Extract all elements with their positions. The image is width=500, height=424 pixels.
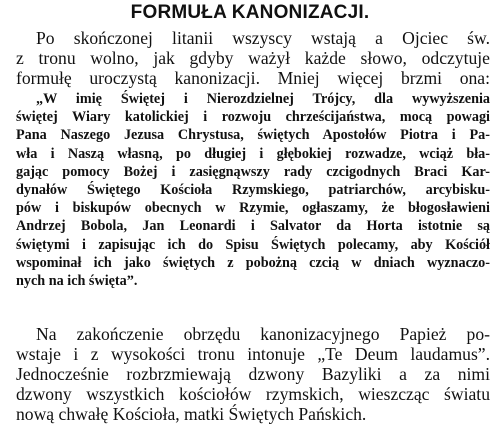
closing-paragraph (16, 324, 490, 424)
document-title: FORMUŁA KANONIZACJI. (130, 2, 370, 23)
quote-line: świętej Wiary katolickiej i rozwoju chrześcijaństwa, mocą powagi (16, 109, 490, 126)
canonization-formula-quote (16, 90, 490, 290)
intro-paragraph (16, 28, 490, 88)
text-line: z tronu wolno, jak gdyby ważył każde słowo, odczytuje (16, 48, 490, 68)
quote-line: świętymi i zapisując ich do Spisu Świętych polecamy, aby Kościół (16, 236, 490, 253)
quote-line: nych na ich święta”. (16, 273, 138, 290)
text-line: Po skończonej litanii wszyscy wstają a Ojciec św. (36, 28, 490, 48)
quote-line: pów i biskupów obecnych w Rzymie, ogłaszamy, że błogosławieni (16, 200, 490, 217)
text-line: dzwony wszystkich kościołów rzymskich, wieszcząc światu (16, 384, 490, 404)
text-line: Na zakończenie obrzędu kanonizacyjnego Papież po- (36, 324, 490, 344)
quote-line: gając pomocy Bożej i zasięgnąwszy rady czcigodnych Braci Kar- (16, 163, 490, 180)
quote-line: „W imię Świętej i Nierozdzielnej Trójcy, dla wywyższenia (36, 91, 490, 107)
quote-line: wspominał ich jako świętych z pobożną czcią w dniach wyznaczo- (16, 254, 490, 271)
text-line: Jednocześnie rozbrzmiewają dzwony Bazyliki a za nimi (16, 364, 490, 384)
text-line: formułę uroczystą kanonizacji. Mniej więcej brzmi ona: (16, 68, 490, 88)
quote-line: dynałów Świętego Kościoła Rzymskiego, patriarchów, arcybisku- (16, 182, 490, 199)
text-line: nową chwałę Kościoła, matki Świętych Pańskich. (16, 404, 367, 424)
text-line: wstaje i z wysokości tronu intonuje „Te Deum laudamus”. (16, 344, 490, 364)
quote-line: wła i Naszą własną, po długiej i głębokiej rozwadze, wciąż bła- (16, 145, 490, 162)
quote-line: Pana Naszego Jezusa Chrystusa, świętych Apostołów Piotra i Pa- (16, 127, 490, 144)
quote-line: Andrzej Bobola, Jan Leonardi i Salvator da Horta istotnie są (16, 218, 490, 235)
